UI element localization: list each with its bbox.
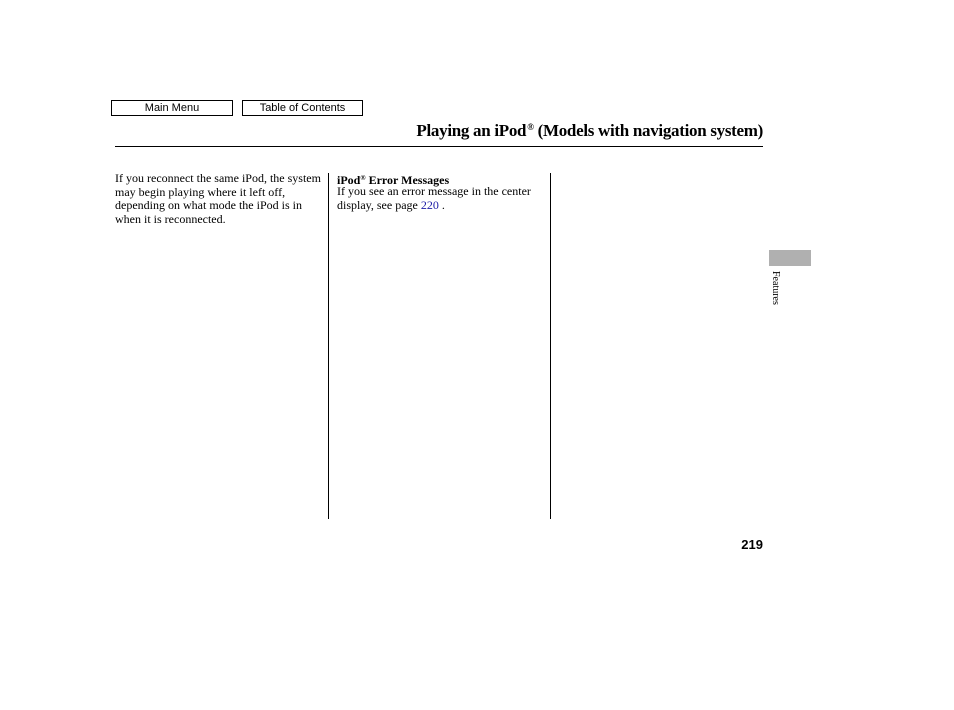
page-title-prefix: Playing an iPod bbox=[416, 121, 527, 140]
heading-prefix: iPod bbox=[337, 173, 361, 187]
heading-suffix: Error Messages bbox=[365, 173, 450, 187]
page-220-link[interactable]: 220 bbox=[420, 197, 439, 212]
column-divider bbox=[328, 173, 329, 519]
section-label: Features bbox=[770, 271, 781, 305]
error-messages-paragraph bbox=[337, 185, 542, 212]
main-menu-button[interactable]: Main Menu bbox=[111, 100, 233, 116]
table-of-contents-button[interactable]: Table of Contents bbox=[242, 100, 363, 116]
page-title-suffix: (Models with navigation system) bbox=[533, 121, 763, 140]
title-divider bbox=[115, 146, 763, 147]
page-title bbox=[416, 121, 763, 141]
page-number: 219 bbox=[741, 537, 763, 552]
column-divider bbox=[550, 173, 551, 519]
error-paragraph-text: If you see an error message in the center display, see page bbox=[337, 184, 531, 212]
registered-mark: ® bbox=[527, 122, 534, 132]
registered-mark: ® bbox=[360, 174, 366, 182]
section-tab bbox=[769, 250, 811, 266]
error-paragraph-end: . bbox=[438, 197, 445, 212]
reconnect-paragraph: If you reconnect the same iPod, the system may begin playing where it left off, depending on what mode the iPod is in when it is reconnected. bbox=[115, 171, 321, 226]
